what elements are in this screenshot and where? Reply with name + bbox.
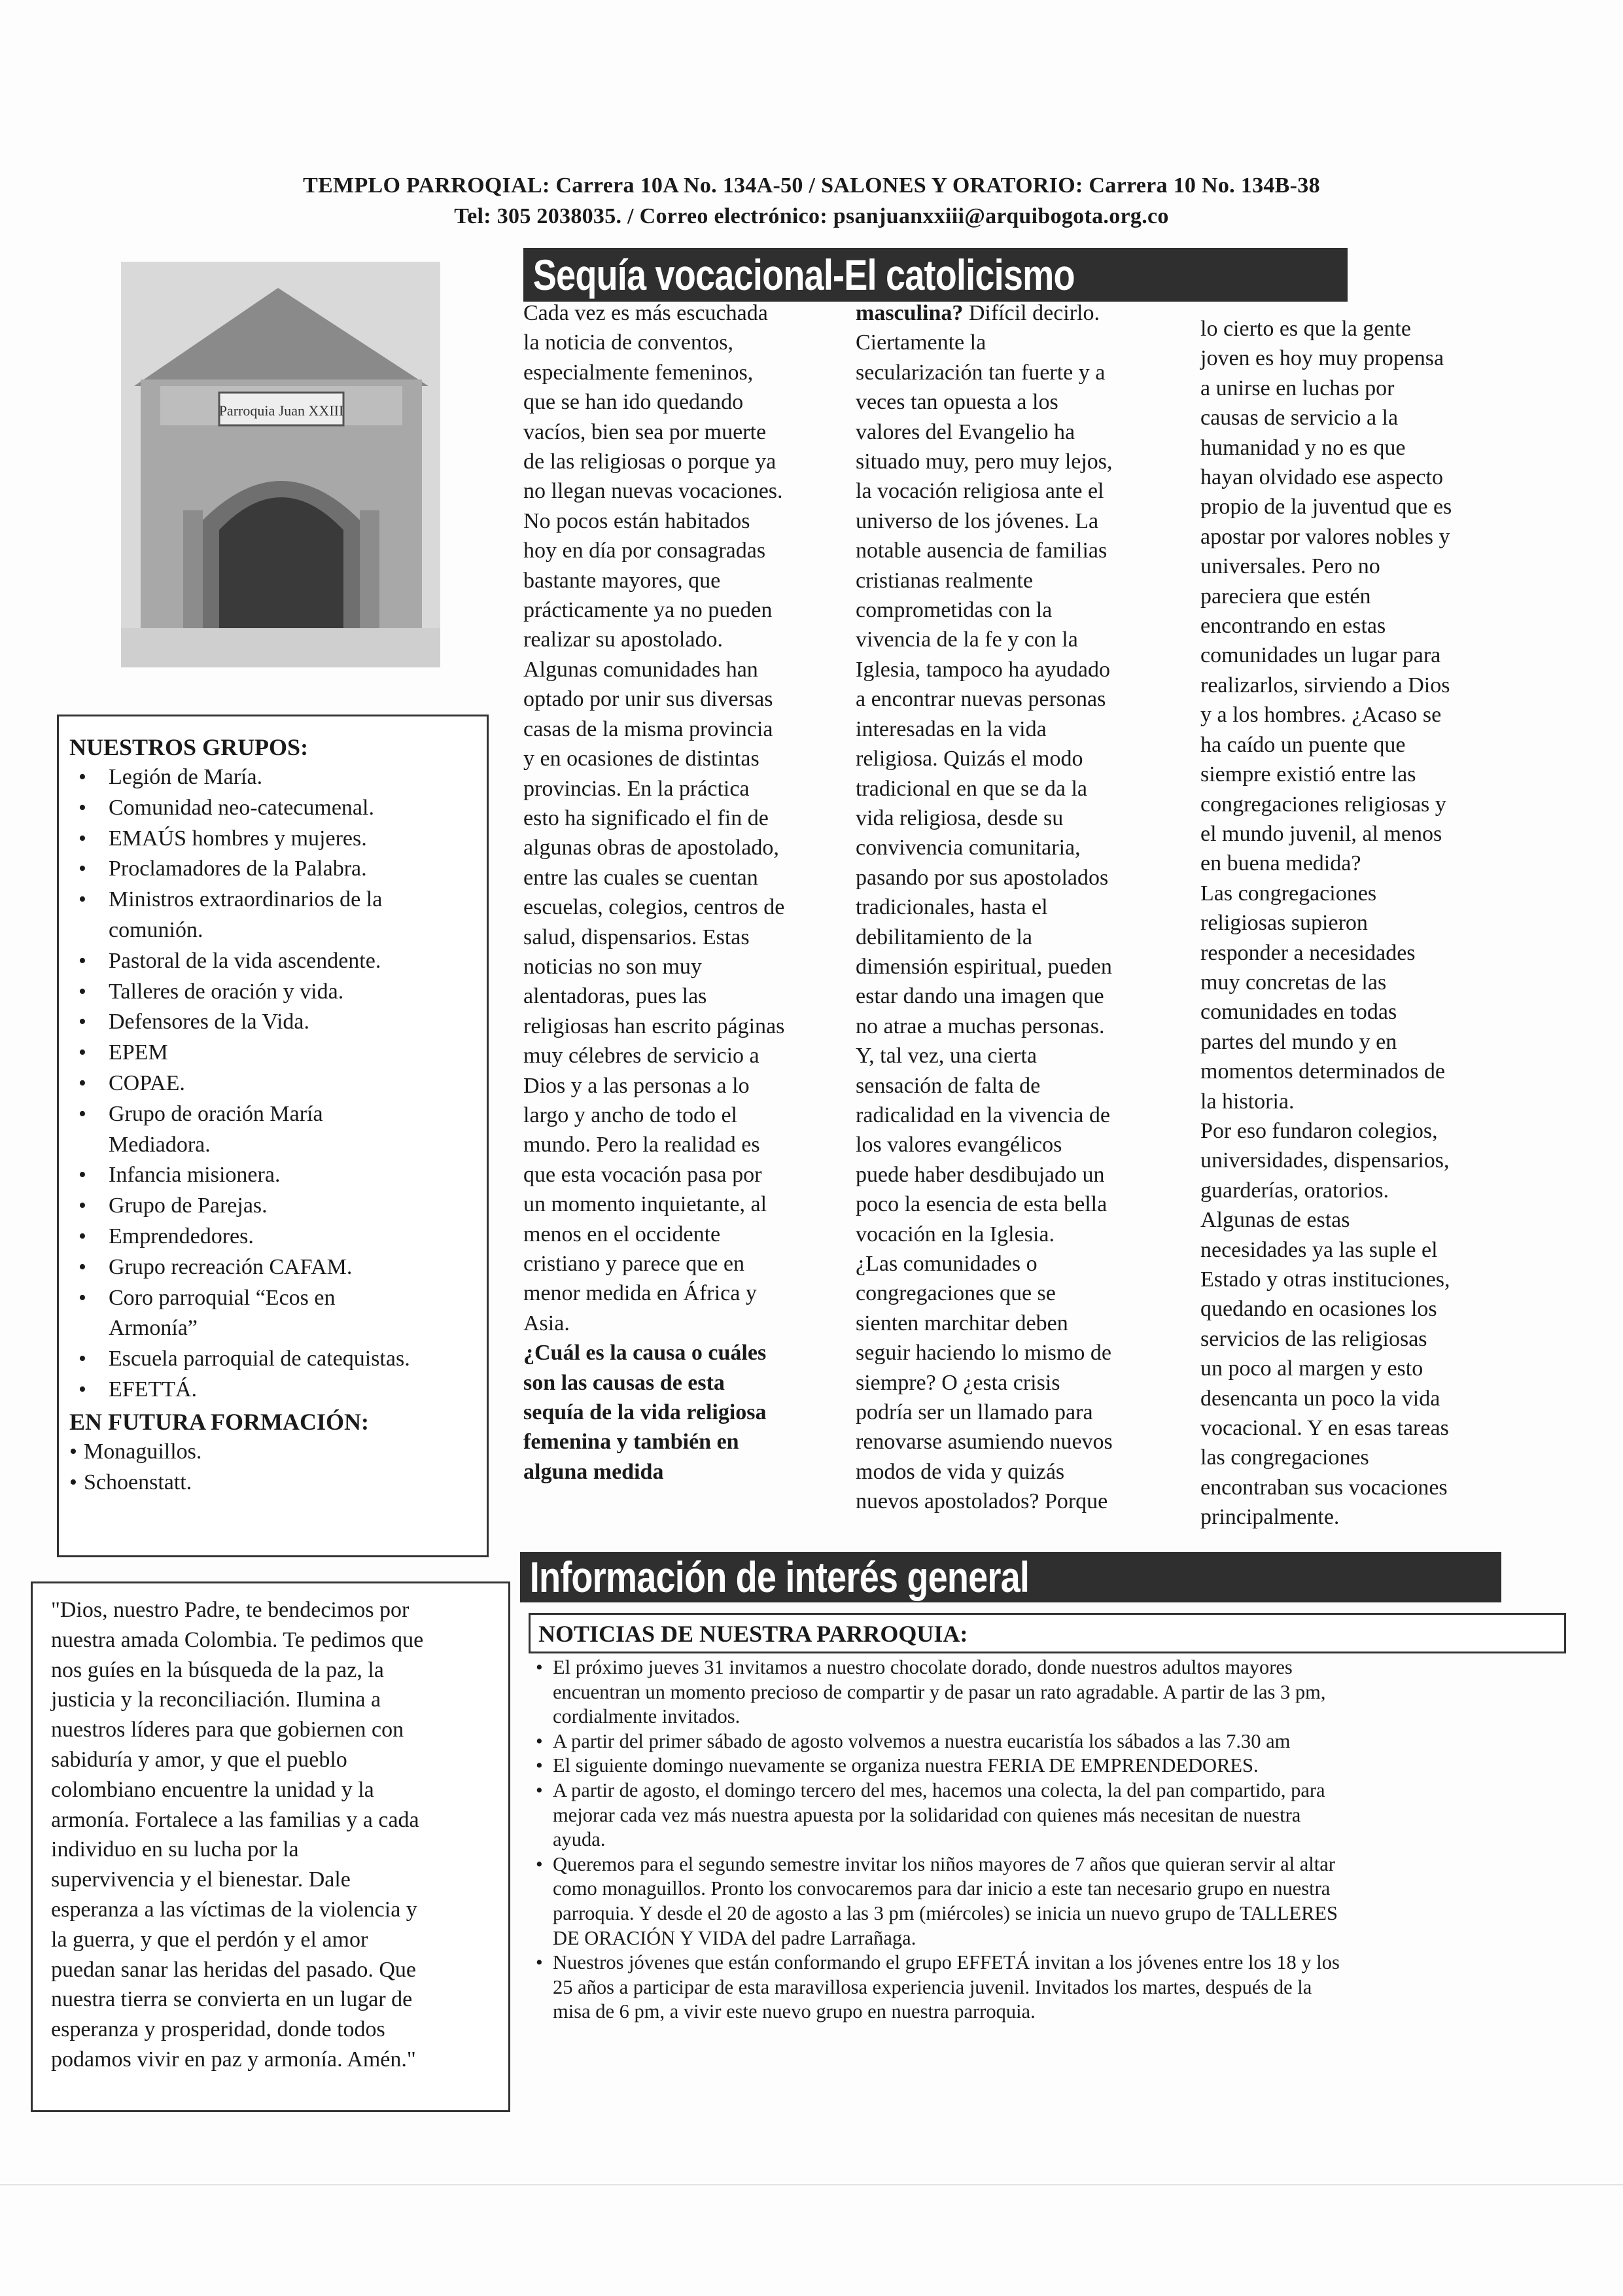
text-line: debilitamiento de la — [856, 925, 1033, 949]
text-line: quedando en ocasiones los — [1200, 1297, 1437, 1322]
text-line: desencanta un poco la vida — [1200, 1386, 1440, 1411]
groups-list — [69, 762, 476, 1405]
prayer-line: nuestros líderes para que gobiernen con — [51, 1718, 404, 1742]
group-item: Mediadora. — [109, 1132, 211, 1157]
article-column-1 — [523, 298, 854, 1487]
text-line: universidades, dispensarios, — [1200, 1148, 1450, 1173]
text-line: partes del mundo y en — [1200, 1029, 1397, 1054]
group-item: • Coro parroquial “Ecos en — [69, 1283, 476, 1314]
text-line: apostar por valores nobles y — [1200, 524, 1450, 549]
groups-title: NUESTROS GRUPOS: — [69, 734, 309, 760]
article-col2-lead-rest: Difícil decirlo. — [963, 301, 1100, 325]
text-line: ¿Las comunidades o — [856, 1252, 1038, 1276]
text-line: Cada vez es más escuchada — [523, 301, 768, 325]
text-line: notable ausencia de familias — [856, 539, 1108, 563]
noticia-line: • El siguiente domingo nuevamente se organiza nuestra FERIA DE EMPRENDEDORES. — [553, 1754, 1259, 1777]
article-title-banner — [523, 248, 1348, 302]
text-line: Iglesia, tampoco ha ayudado — [856, 657, 1110, 682]
group-item: • Defensores de la Vida. — [69, 1007, 476, 1038]
group-item: • Pastoral de la vida ascendente. — [69, 946, 476, 977]
text-line: menos en el occidente — [523, 1222, 721, 1246]
text-line: un poco al margen y esto — [1200, 1356, 1423, 1381]
text-line: de las religiosas o porque ya — [523, 450, 777, 474]
prayer-line: justicia y la reconciliación. Ilumina a — [51, 1687, 381, 1712]
text-line: muy célebres de servicio a — [523, 1044, 759, 1069]
future-groups-title: EN FUTURA FORMACIÓN: — [69, 1408, 369, 1435]
group-item: • Emprendedores. — [69, 1222, 476, 1252]
text-line: vivencia de la fe y con la — [856, 627, 1078, 652]
text-line: responder a necesidades — [1200, 940, 1416, 965]
text-line: radicalidad en la vivencia de — [856, 1103, 1110, 1127]
text-line: congregaciones que se — [856, 1281, 1056, 1306]
prayer-line: supervivencia y el bienestar. Dale — [51, 1867, 351, 1892]
text-line: humanidad y no es que — [1200, 435, 1406, 460]
text-line: femenina y también en — [523, 1430, 739, 1455]
text-line: noticias no son muy — [523, 954, 702, 979]
text-line: veces tan opuesta a los — [856, 390, 1058, 415]
group-item: • Ministros extraordinarios de la — [69, 885, 476, 915]
text-line: salud, dispensarios. Estas — [523, 925, 750, 949]
group-item: • Talleres de oración y vida. — [69, 977, 476, 1008]
text-line: mundo. Pero la realidad es — [523, 1133, 760, 1157]
article-col2-bold-lead: masculina? — [856, 301, 964, 325]
group-item: • Grupo recreación CAFAM. — [69, 1252, 476, 1283]
text-line: encontrando en estas — [1200, 614, 1386, 639]
text-line: guarderías, oratorios. — [1200, 1178, 1389, 1203]
text-line: y a los hombres. ¿Acaso se — [1200, 703, 1442, 728]
text-line: sienten marchitar deben — [856, 1311, 1068, 1335]
text-line: los valores evangélicos — [856, 1133, 1062, 1157]
text-line: entre las cuales se cuentan — [523, 865, 758, 890]
text-line: muy concretas de las — [1200, 970, 1387, 995]
group-item: • EPEM — [69, 1038, 476, 1069]
prayer-line: esperanza y prosperidad, donde todos — [51, 2017, 385, 2042]
text-line: renovarse asumiendo nuevos — [856, 1430, 1113, 1455]
group-item: • Legión de María. — [69, 762, 476, 793]
text-line: momentos determinados de — [1200, 1059, 1445, 1084]
text-line: y en ocasiones de distintas — [523, 747, 759, 771]
text-line: modos de vida y quizás — [856, 1459, 1065, 1484]
group-item: • Grupo de oración María — [69, 1099, 476, 1130]
text-line: la historia. — [1200, 1089, 1295, 1114]
text-line: valores del Evangelio ha — [856, 419, 1075, 444]
group-item: • Grupo de Parejas. — [69, 1191, 476, 1222]
group-item: • Proclamadores de la Palabra. — [69, 854, 476, 885]
prayer-line: nuestra tierra se convierta en un lugar de — [51, 1987, 413, 2012]
group-item: • EFETTÁ. — [69, 1375, 476, 1405]
prayer-line: "Dios, nuestro Padre, te bendecimos por — [51, 1598, 410, 1622]
groups-box — [57, 715, 489, 1557]
text-line: Asia. — [523, 1311, 570, 1335]
prayer-line: colombiano encuentre la unidad y la — [51, 1777, 374, 1802]
noticia-line: parroquia. Y desde el 20 de agosto a las 3 pm (miércoles) se inicia un nuevo grupo de TALLERES — [553, 1901, 1338, 1924]
text-line: No pocos están habitados — [523, 508, 750, 533]
church-building-illustration — [121, 262, 440, 667]
noticias-title: NOTICIAS DE NUESTRA PARROQUIA: — [538, 1621, 968, 1647]
text-line: bastante mayores, que — [523, 568, 721, 593]
noticia-item — [533, 1655, 1567, 1729]
text-line: Algunas de estas — [1200, 1208, 1350, 1233]
noticia-line: mejorar cada vez más nuestra apuesta por la solidaridad con quienes más necesitan de nuestra — [553, 1803, 1301, 1826]
text-line: a unirse en luchas por — [1200, 376, 1395, 400]
text-line: universales. Pero no — [1200, 554, 1380, 579]
noticia-item — [533, 1951, 1567, 2024]
text-line: convivencia comunitaria, — [856, 836, 1081, 860]
text-line: vocación en la Iglesia. — [856, 1222, 1055, 1246]
text-line: comprometidas con la — [856, 598, 1053, 623]
text-line: poco la esencia de esta bella — [856, 1192, 1108, 1217]
church-sign-text: Parroquia Juan XXIII — [218, 402, 344, 419]
prayer-line: la guerra, y que el perdón y el amor — [51, 1927, 368, 1952]
text-line: el mundo juvenil, al menos — [1200, 821, 1442, 846]
noticia-line: • Queremos para el segundo semestre invitar los niños mayores de 7 años que quieran servir al altar — [553, 1852, 1335, 1875]
group-item: • Comunidad neo-catecumenal. — [69, 793, 476, 824]
noticias-title-box — [529, 1613, 1566, 1653]
text-line: tradicionales, hasta el — [856, 895, 1048, 920]
noticia-line: misa de 6 pm, a vivir este nuevo grupo en nuestra parroquia. — [553, 2000, 1036, 2023]
future-group-item: • Monaguillos. — [69, 1437, 476, 1468]
text-line: puede haber desdibujado un — [856, 1162, 1105, 1187]
text-line: escuelas, colegios, centros de — [523, 895, 785, 920]
text-line: joven es hoy muy propensa — [1200, 346, 1444, 371]
noticia-line: 25 años a participar de esta maravillosa experiencia juvenil. Invitados los martes, después de la — [553, 1975, 1312, 1998]
prayer-text — [51, 1595, 508, 2075]
group-item: • EMAÚS hombres y mujeres. — [69, 824, 476, 855]
prayer-line: sabiduría y amor, y que el pueblo — [51, 1747, 347, 1772]
text-line: no llegan nuevas vocaciones. — [523, 479, 783, 504]
text-line: universo de los jóvenes. La — [856, 508, 1099, 533]
text-line: sensación de falta de — [856, 1073, 1041, 1098]
text-line: pareciera que estén — [1200, 584, 1371, 609]
text-line: son las causas de esta — [523, 1370, 725, 1395]
text-line: ha caído un puente que — [1200, 732, 1406, 757]
text-line: servicios de las religiosas — [1200, 1326, 1427, 1351]
text-line: las congregaciones — [1200, 1445, 1369, 1470]
text-line: siempre existió entre las — [1200, 762, 1416, 787]
info-title: Información de interés general — [529, 1553, 1030, 1601]
text-line: largo y ancho de todo el — [523, 1103, 738, 1127]
text-line: secularización tan fuerte y a — [856, 360, 1106, 385]
text-line: propio de la juventud que es — [1200, 495, 1452, 520]
text-line: necesidades ya las suple el — [1200, 1237, 1438, 1262]
prayer-line: esperanza a las víctimas de la violencia y — [51, 1897, 417, 1922]
text-line: la noticia de conventos, — [523, 330, 734, 355]
text-line: no atrae a muchas personas. — [856, 1014, 1105, 1038]
noticia-item — [533, 1729, 1567, 1754]
text-line: especialmente femeninos, — [523, 360, 754, 385]
noticia-line: cordialmente invitados. — [553, 1705, 741, 1728]
text-line: Ciertamente la — [856, 330, 986, 355]
text-line: alguna medida — [523, 1459, 664, 1484]
prayer-line: puedan sanar las heridas del pasado. Que — [51, 1957, 416, 1982]
text-line: sequía de la vida religiosa — [523, 1400, 767, 1425]
text-line: religiosas han escrito páginas — [523, 1014, 785, 1038]
prayer-line: individuo en su lucha por la — [51, 1837, 299, 1862]
text-line: que se han ido quedando — [523, 390, 744, 415]
noticia-line: • Nuestros jóvenes que están conformando el grupo EFFETÁ invitan a los jóvenes entre los 18 y los — [553, 1951, 1340, 1974]
prayer-line: nuestra amada Colombia. Te pedimos que — [51, 1627, 424, 1652]
text-line: ¿Cuál es la causa o cuáles — [523, 1341, 767, 1366]
text-line: comunidades un lugar para — [1200, 643, 1441, 668]
text-line: realizarlos, sirviendo a Dios — [1200, 673, 1450, 698]
text-line: podría ser un llamado para — [856, 1400, 1093, 1425]
noticia-line: DE ORACIÓN Y VIDA del padre Larrañaga. — [553, 1926, 916, 1949]
noticia-line: encuentran un momento precioso de compartir y de pasar un rato agradable. A partir de las 3 pm, — [553, 1680, 1326, 1703]
text-line: estar dando una imagen que — [856, 984, 1104, 1009]
text-line: que esta vocación pasa por — [523, 1162, 762, 1187]
text-line: en buena medida? — [1200, 851, 1361, 876]
noticia-item — [533, 1852, 1567, 1951]
text-line: interesadas en la vida — [856, 716, 1047, 741]
text-line: Las congregaciones — [1200, 881, 1377, 906]
church-photo — [121, 262, 440, 667]
text-line: Algunas comunidades han — [523, 657, 758, 682]
text-line: alentadoras, pues las — [523, 984, 707, 1009]
noticias-list — [533, 1655, 1567, 2024]
text-line: hoy en día por consagradas — [523, 539, 766, 563]
text-line: comunidades en todas — [1200, 1000, 1397, 1025]
noticia-item — [533, 1778, 1567, 1852]
noticia-line: • El próximo jueves 31 invitamos a nuestro chocolate dorado, donde nuestros adultos mayores — [553, 1656, 1293, 1678]
text-line: Estado y otras instituciones, — [1200, 1267, 1450, 1292]
prayer-box — [31, 1581, 510, 2112]
text-line: casas de la misma provincia — [523, 716, 773, 741]
text-line: cristiano y parece que en — [523, 1252, 744, 1276]
future-group-item: • Schoenstatt. — [69, 1468, 476, 1498]
text-line: un momento inquietante, al — [523, 1192, 767, 1217]
group-item: • Escuela parroquial de catequistas. — [69, 1344, 476, 1375]
text-line: siempre? O ¿esta crisis — [856, 1370, 1060, 1395]
text-line: dimensión espiritual, pueden — [856, 954, 1112, 979]
noticia-line: como monaguillos. Pronto los convocaremos para dar inicio a este tan necesario grupo en nuestra — [553, 1877, 1331, 1900]
noticia-item — [533, 1754, 1567, 1778]
text-line: provincias. En la práctica — [523, 776, 750, 801]
article-column-3 — [1200, 314, 1505, 1532]
text-line: vocacional. Y en esas tareas — [1200, 1416, 1449, 1441]
text-line: religiosa. Quizás el modo — [856, 747, 1083, 771]
text-line: Dios y a las personas a lo — [523, 1073, 750, 1098]
text-line: vacíos, bien sea por muerte — [523, 419, 767, 444]
future-groups-list — [69, 1437, 476, 1498]
text-line: causas de servicio a la — [1200, 406, 1399, 431]
bottom-divider — [0, 2184, 1623, 2185]
text-line: nuevos apostolados? Porque — [856, 1489, 1108, 1514]
header-contact-line: Tel: 305 2038035. / Correo electrónico: psanjuanxxiii@arquibogota.org.co — [454, 204, 1169, 228]
text-line: encontraban sus vocaciones — [1200, 1475, 1448, 1500]
text-line: religiosas supieron — [1200, 911, 1368, 936]
article-column-2 — [856, 298, 1186, 1517]
noticias-list-container — [533, 1655, 1567, 2024]
text-line: cristianas realmente — [856, 568, 1033, 593]
text-line: vida religiosa, desde su — [856, 805, 1064, 830]
text-line: hayan olvidado ese aspecto — [1200, 465, 1444, 490]
text-line: algunas obras de apostolado, — [523, 836, 779, 860]
noticia-line: • A partir de agosto, el domingo tercero del mes, hacemos una colecta, la del pan compartido, para — [553, 1778, 1325, 1801]
text-line: la vocación religiosa ante el — [856, 479, 1104, 504]
noticia-line: ayuda. — [553, 1828, 606, 1851]
text-line: congregaciones religiosas y — [1200, 792, 1446, 817]
prayer-line: nos guíes en la búsqueda de la paz, la — [51, 1657, 384, 1682]
group-item: comunión. — [109, 917, 203, 942]
text-line: menor medida en África y — [523, 1281, 757, 1306]
text-line: prácticamente ya no pueden — [523, 598, 773, 623]
header-address-line: TEMPLO PARROQIAL: Carrera 10A No. 134A-50 / SALONES Y ORATORIO: Carrera 10 No. 134B-38 — [303, 173, 1320, 198]
text-line: a encontrar nuevas personas — [856, 687, 1106, 712]
article-title: Sequía vocacional-El catolicismo — [532, 251, 1075, 299]
text-line: optado por unir sus diversas — [523, 687, 773, 712]
prayer-line: armonía. Fortalece a las familias y a cada — [51, 1807, 419, 1832]
text-line: tradicional en que se da la — [856, 776, 1088, 801]
group-item: Armonía” — [109, 1316, 198, 1341]
info-title-banner — [520, 1552, 1501, 1602]
text-line: Por eso fundaron colegios, — [1200, 1118, 1438, 1143]
text-line: principalmente. — [1200, 1505, 1340, 1530]
text-line: Y, tal vez, una cierta — [856, 1044, 1037, 1069]
noticia-line: • A partir del primer sábado de agosto volvemos a nuestra eucaristía los sábados a las 7.30 am — [553, 1729, 1291, 1752]
text-line: esto ha significado el fin de — [523, 805, 769, 830]
group-item: • COPAE. — [69, 1069, 476, 1099]
text-line: lo cierto es que la gente — [1200, 317, 1411, 341]
prayer-line: podamos vivir en paz y armonía. Amén." — [51, 2047, 416, 2072]
group-item: • Infancia misionera. — [69, 1160, 476, 1191]
text-line: seguir haciendo lo mismo de — [856, 1341, 1111, 1366]
text-line: pasando por sus apostolados — [856, 865, 1109, 890]
text-line: situado muy, pero muy lejos, — [856, 450, 1113, 474]
text-line: realizar su apostolado. — [523, 627, 723, 652]
